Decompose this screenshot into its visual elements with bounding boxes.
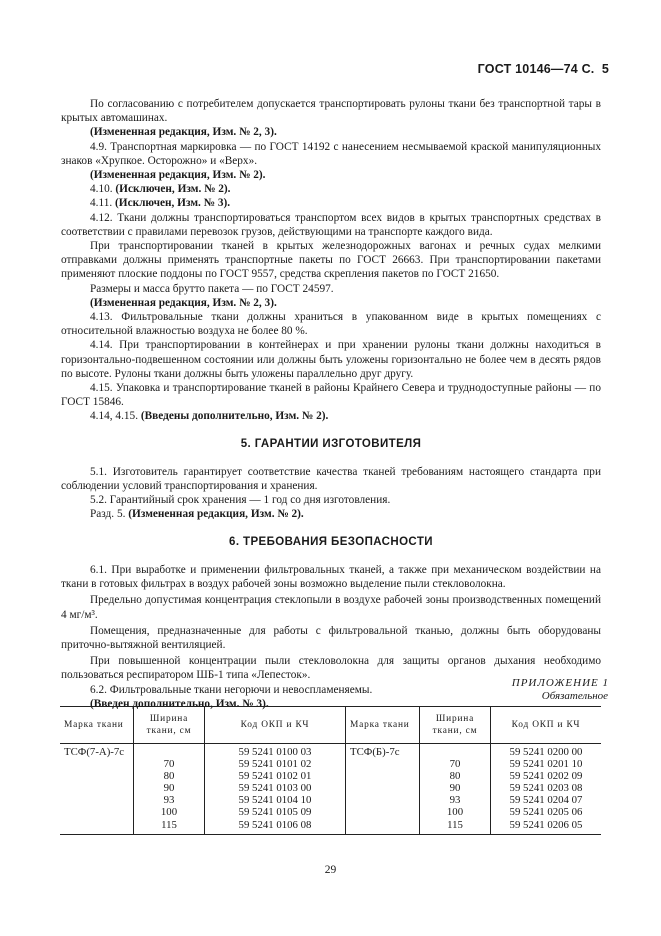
header-code-right: Код ОКП и КЧ [491, 707, 602, 744]
paragraph: (Измененная редакция, Изм. № 2, 3). [90, 126, 277, 139]
paragraph: По согласованию с потребителем допускается транспортировать рулоны ткани без транспортной тары в крытых автомашинах. [61, 98, 601, 125]
section-6-p4: При повышенной концентрации пыли стекловолокна для защиты органов дыхания необходимо пользоваться респиратором ШБ-1 типа «Лепесток». [61, 655, 601, 682]
table-cell-line: 90 [449, 782, 461, 795]
left-codes [205, 744, 346, 835]
table-cell-line: 59 5241 0100 03 [238, 746, 312, 758]
table-cell-line: 59 5241 0103 00 [238, 782, 312, 795]
section-5-title: 5. ГАРАНТИИ ИЗГОТОВИТЕЛЯ [240, 437, 422, 450]
table-cell-line: 59 5241 0206 05 [509, 818, 583, 831]
table-cell-line: 59 5241 0202 09 [509, 770, 583, 783]
paragraph [61, 196, 601, 210]
header-code-left: Код ОКП и КЧ [205, 707, 346, 744]
section-6-p3: Помещения, предназначенные для работы с фильтровальной тканью, должны быть оборудованы приточно-вытяжной вентиляцией. [61, 624, 601, 651]
left-mark: ТСФ(7-А)-7с [60, 744, 134, 835]
appendix-label [512, 677, 609, 703]
table-cell-line: 59 5241 0101 02 [238, 758, 312, 771]
header-mark-left: Марка ткани [60, 707, 134, 744]
paragraph-note: (Исключен, Изм. № 3). [115, 197, 231, 210]
codes-table [60, 706, 601, 835]
section-5-p3-tail: (Измененная редакция, Изм. № 2). [128, 508, 304, 521]
paragraph: 4.12. Ткани должны транспортироваться транспортом всех видов в крытых транспортных средствах в соответствии с правилами перевозок грузов, действующими на транспорте каждого вида. [61, 211, 601, 238]
paragraph [61, 409, 601, 423]
table-row [60, 744, 601, 835]
paragraph: Размеры и масса брутто пакета — по ГОСТ 24597. [90, 282, 334, 295]
header-page: 5 [601, 62, 609, 76]
section-6-p1: 6.1. При выработке и применении фильтровальных тканей, а также при механическом воздействии на ткани в готовых фильтрах в воздух рабочей зоны возможно выделение пыли стекловолокна. [61, 563, 601, 591]
table-cell-line: 115 [161, 818, 177, 831]
paragraph: 4.14. При транспортировании в контейнерах и при хранении рулоны ткани должны находиться в горизонтально-подвешенном состоянии или должны быть уложены горизонтально не более чем в десять рядов по высоте. Рулоны ткани должны быть уложены параллельно друг другу. [61, 339, 601, 380]
table-cell-line: 93 [163, 794, 175, 807]
paragraphs-top [61, 97, 601, 424]
section-6-p5: 6.2. Фильтровальные ткани негорючи и невоспламеняемы. [90, 683, 373, 696]
paragraph: 4.13. Фильтровальные ткани должны храниться в упакованном виде в крытых помещениях с относительной влажностью воздуха не более 80 %. [61, 311, 601, 338]
paragraph-number: 4.11. [90, 197, 113, 210]
table-cell-line: 59 5241 0102 01 [238, 770, 312, 783]
right-widths [420, 744, 491, 835]
table-cell-line: 100 [160, 806, 178, 819]
page-header [478, 62, 609, 76]
left-widths [134, 744, 205, 835]
table-cell-line: 70 [449, 758, 461, 771]
table-cell-line: 90 [163, 782, 175, 795]
table-cell-line: 70 [163, 758, 175, 771]
paragraph [61, 182, 601, 196]
table-cell-line: 59 5241 0205 06 [509, 806, 583, 819]
table-cell-line: 115 [447, 818, 463, 831]
section-5-p1: 5.1. Изготовитель гарантирует соответствие качества тканей требованиям настоящего стандарта при соблюдении условий транспортирования и хранения. [61, 465, 601, 493]
table-cell-line: 59 5241 0106 08 [238, 818, 312, 831]
section-6-title: 6. ТРЕБОВАНИЯ БЕЗОПАСНОСТИ [229, 535, 433, 548]
header-doc: ГОСТ 10146—74 С. [477, 62, 595, 76]
table-cell-line: 59 5241 0200 00 [509, 746, 583, 758]
table-cell-line: 100 [446, 806, 464, 819]
header-mark-right: Марка ткани [346, 707, 420, 744]
table-header-row [60, 707, 601, 744]
paragraph: (Измененная редакция, Изм. № 2, 3). [90, 296, 277, 309]
table-cell-line: 59 5241 0204 07 [509, 794, 583, 807]
table-cell-line: 80 [163, 770, 175, 783]
paragraph-note: (Введены дополнительно, Изм. № 2). [140, 410, 329, 423]
document-body [61, 97, 601, 711]
section-6-p6: (Введен дополнительно, Изм. № 3). [90, 697, 269, 710]
appendix-subtitle: Обязательное [541, 690, 609, 702]
section-5-p3-num: Разд. 5. [90, 508, 126, 521]
section-6-p2: Предельно допустимая концентрация стеклопыли в воздухе рабочей зоны производственных помещений 4 мг/м³. [61, 594, 601, 621]
table-cell-line: 59 5241 0201 10 [509, 758, 583, 771]
table-cell-line: 59 5241 0105 09 [238, 806, 312, 819]
paragraph: (Измененная редакция, Изм. № 2). [90, 169, 266, 182]
appendix-title: ПРИЛОЖЕНИЕ 1 [511, 677, 609, 689]
spacer-line [136, 746, 202, 758]
section-5-p2: 5.2. Гарантийный срок хранения — 1 год со дня изготовления. [90, 494, 391, 507]
page-number: 29 [324, 864, 337, 876]
paragraph-note: (Исключен, Изм. № 2). [115, 183, 231, 196]
section-5-p3 [61, 507, 601, 521]
paragraph-number: 4.14, 4.15. [90, 410, 139, 423]
table-cell-line: 59 5241 0203 08 [509, 782, 583, 795]
table-cell-line: 93 [449, 794, 461, 807]
paragraph-number: 4.10. [90, 183, 113, 196]
paragraph: При транспортировании тканей в крытых железнодорожных вагонах и речных судах мелкими отправками должны применять транспортные пакеты по ГОСТ 26663. При транспортировании пакетами применяют плоские поддоны по ГОСТ 9557, средства скрепления пакетов по ГОСТ 21650. [61, 240, 601, 281]
header-width-right: Ширина ткани, см [420, 707, 491, 744]
paragraph: 4.9. Транспортная маркировка — по ГОСТ 14192 с нанесением несмываемой краской манипуляционных знаков «Хрупкое. Осторожно» и «Верх». [61, 140, 601, 167]
header-width-left: Ширина ткани, см [134, 707, 205, 744]
right-codes [491, 744, 602, 835]
table-cell-line: 59 5241 0104 10 [238, 794, 312, 807]
right-mark: ТСФ(Б)-7с [346, 744, 420, 835]
spacer-line [422, 746, 488, 758]
table-cell-line: 80 [449, 770, 461, 783]
paragraph: 4.15. Упаковка и транспортирование тканей в районы Крайнего Севера и труднодоступные районы — по ГОСТ 15846. [61, 382, 601, 409]
